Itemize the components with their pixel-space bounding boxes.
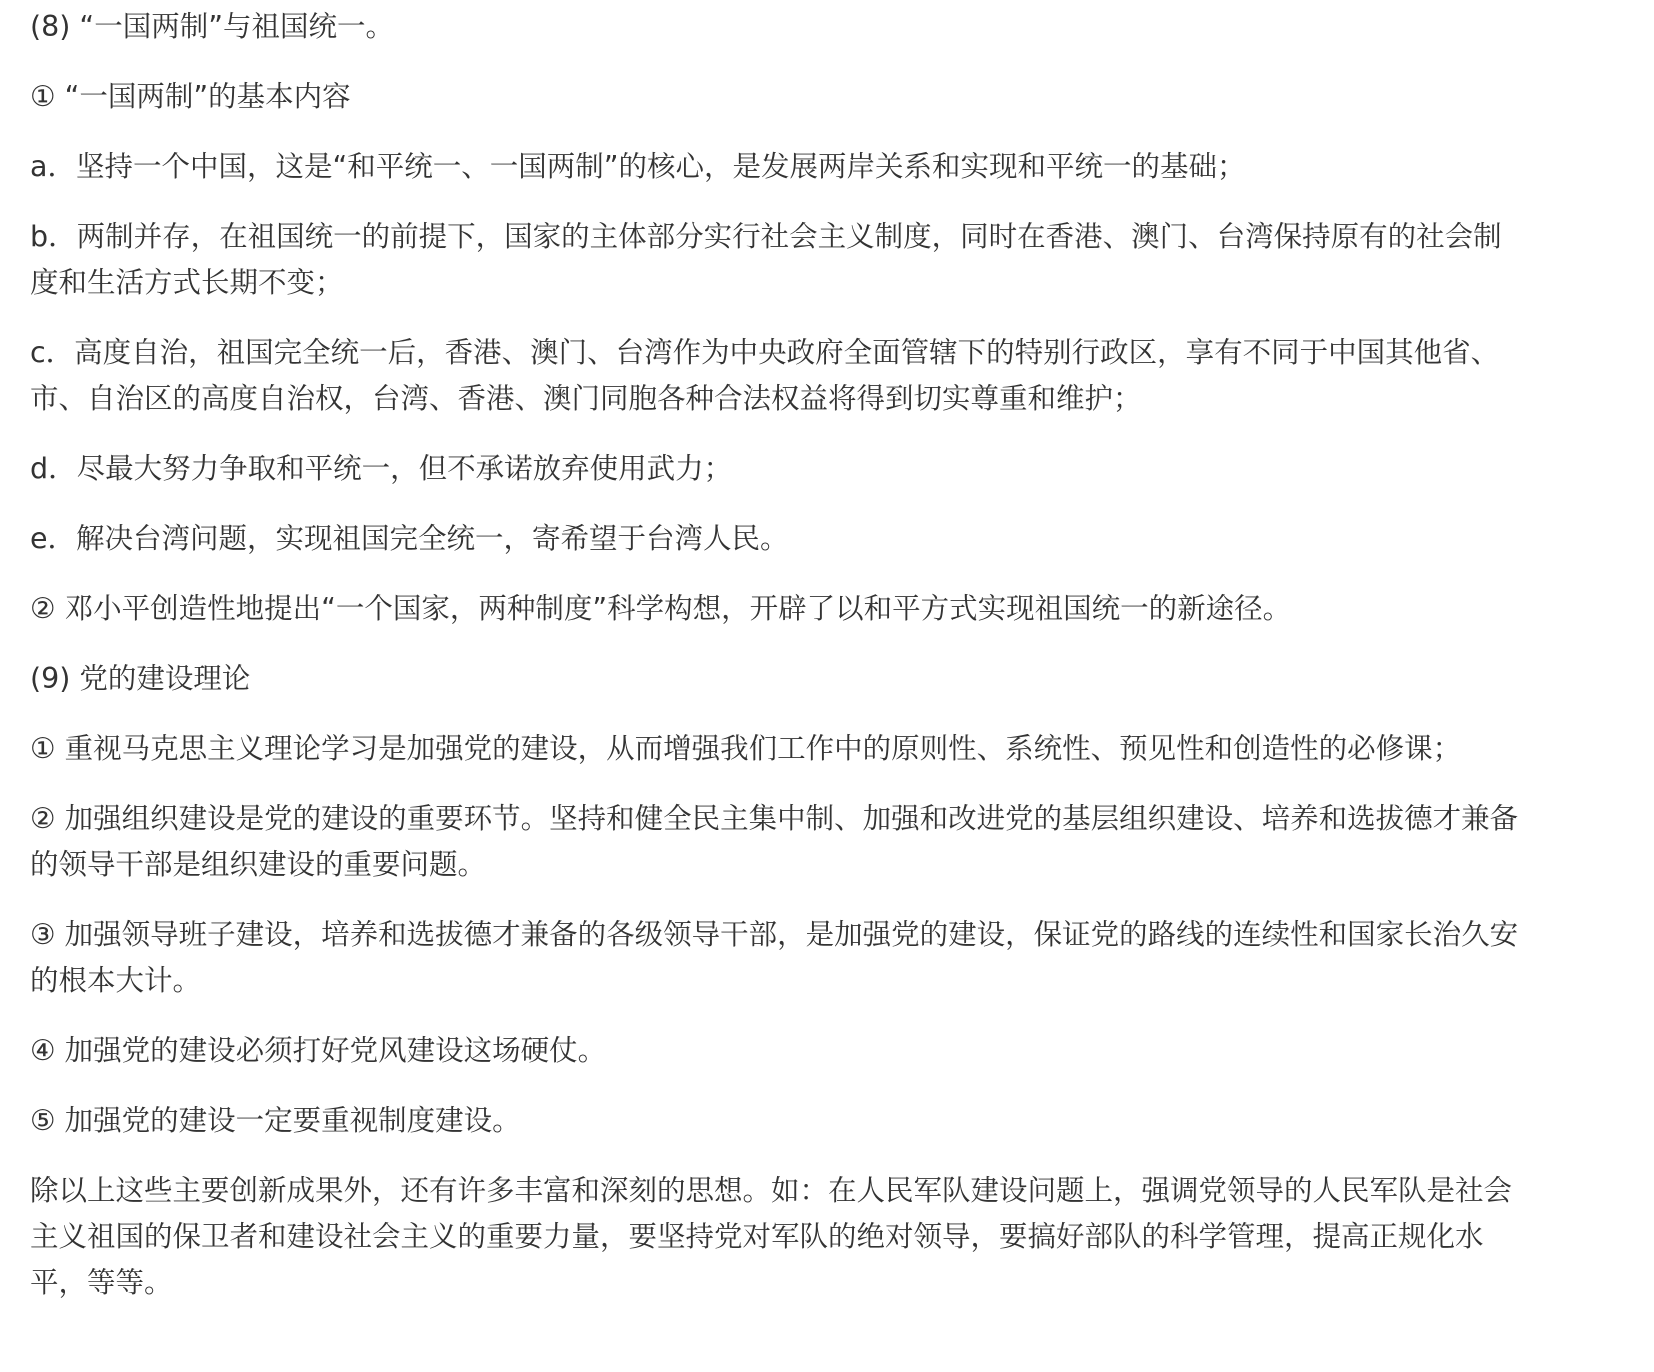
party-item-4: ④ 加强党的建设必须打好党风建设这场硬仗。: [30, 1034, 607, 1067]
party-item-1: ① 重视马克思主义理论学习是加强党的建设，从而增强我们工作中的原则性、系统性、预见性和创造性的必修课；: [30, 732, 1462, 765]
party-item-5: ⑤ 加强党的建设一定要重视制度建设。: [30, 1104, 521, 1137]
list-item-b: b．两制并存，在祖国统一的前提下，国家的主体部分实行社会主义制度，同时在香港、澳门、台湾保持原有的社会制度和生活方式长期不变；: [30, 220, 1502, 299]
closing-paragraph: 除以上这些主要创新成果外，还有许多丰富和深刻的思想。如：在人民军队建设问题上，强调党领导的人民军队是社会主义祖国的保卫者和建设社会主义的重要力量，要坚持党对军队的绝对领导，要搞好部队的科学管理，提高正规化水平，等等。: [30, 1174, 1513, 1299]
section-heading-8: (8) “一国两制”与祖国统一。: [30, 10, 394, 43]
section-heading-9: (9) 党的建设理论: [30, 662, 251, 695]
party-item-3: ③ 加强领导班子建设，培养和选拔德才兼备的各级领导干部，是加强党的建设，保证党的路线的连续性和国家长治久安的根本大计。: [30, 918, 1519, 997]
paragraph-deng-xiaoping: ② 邓小平创造性地提出“一个国家，两种制度”科学构想，开辟了以和平方式实现祖国统一的新途径。: [30, 592, 1292, 625]
list-item-e: e．解决台湾问题，实现祖国完全统一，寄希望于台湾人民。: [30, 522, 789, 555]
document-body: [30, 0, 1530, 1306]
subheading-basic-content: ① “一国两制”的基本内容: [30, 80, 351, 113]
list-item-c: c．高度自治，祖国完全统一后，香港、澳门、台湾作为中央政府全面管辖下的特别行政区，享有不同于中国其他省、市、自治区的高度自治权，台湾、香港、澳门同胞各种合法权益将得到切实尊重和维护；: [30, 336, 1500, 415]
list-item-d: d．尽最大努力争取和平统一，但不承诺放弃使用武力；: [30, 452, 733, 485]
list-item-a: a．坚持一个中国，这是“和平统一、一国两制”的核心，是发展两岸关系和实现和平统一的基础；: [30, 150, 1246, 183]
party-item-2: ② 加强组织建设是党的建设的重要环节。坚持和健全民主集中制、加强和改进党的基层组织建设、培养和选拔德才兼备的领导干部是组织建设的重要问题。: [30, 802, 1519, 881]
